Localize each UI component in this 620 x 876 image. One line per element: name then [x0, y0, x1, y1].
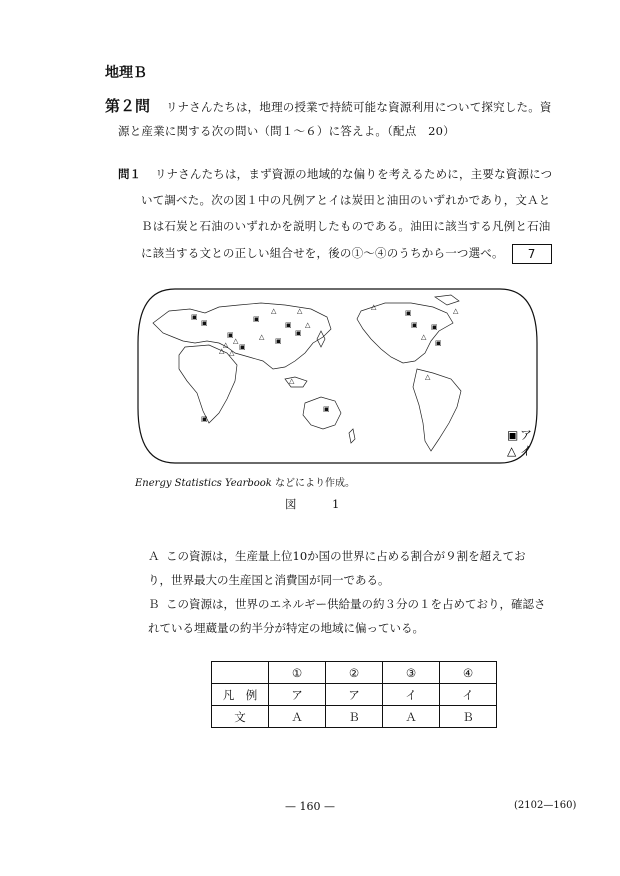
south-america-outline [413, 369, 461, 451]
statement-b-line1: この資源は，世界のエネルギー供給量の約３分の１を占めており，確認さ [166, 597, 546, 611]
q1-line-2: いて調べた。次の図１中の凡例アとイは炭田と油田のいずれかであり，文Ａと [141, 193, 551, 207]
figure-source-title: Energy Statistics Yearbook [135, 478, 272, 489]
legend-symbol-i: △ [507, 444, 517, 458]
figure-source [135, 474, 355, 489]
table-cell: Ｂ [326, 706, 383, 728]
marker-square: ▣ [435, 339, 442, 347]
q1-line-4 [141, 244, 552, 264]
marker-triangle: △ [259, 333, 265, 341]
legend-label-i: イ [520, 444, 533, 458]
table-header-row [212, 662, 497, 684]
marker-square: ▣ [201, 415, 208, 423]
marker-square: ▣ [253, 315, 260, 323]
marker-triangle: △ [233, 337, 239, 345]
world-map-figure [135, 283, 540, 468]
legend-symbol-a: ▣ [507, 428, 519, 442]
statement-a-line1: この資源は，生産量上位10か国の世界に占める割合が９割を超えてお [166, 549, 526, 563]
marker-square: ▣ [323, 405, 330, 413]
table-cell: Ａ [269, 706, 326, 728]
marker-triangle: △ [421, 333, 427, 341]
marker-square: ▣ [285, 321, 292, 329]
answer-number-box: 7 [512, 244, 552, 264]
answer-choice-table [211, 661, 497, 728]
map-frame [138, 289, 537, 463]
q1-line-3: Ｂは石炭と石油のいずれかを説明したものである。油田に該当する凡例と石油 [141, 219, 551, 233]
row-label-legend: 凡 例 [212, 684, 269, 706]
page-number: — 160 — [285, 800, 335, 813]
subject-title: 地理Ｂ [105, 65, 147, 81]
choice-3-header: ③ [383, 662, 440, 684]
statement-a-label: Ａ [148, 549, 160, 563]
legend-label-a: ア [520, 428, 533, 442]
new-zealand [349, 429, 355, 443]
table-cell: イ [440, 684, 497, 706]
marker-square: ▣ [227, 331, 234, 339]
marker-triangle: △ [371, 303, 377, 311]
figure-source-note: などにより作成。 [271, 478, 356, 489]
table-cell: Ａ [383, 706, 440, 728]
marker-triangle: △ [305, 321, 311, 329]
table-cell: イ [383, 684, 440, 706]
statement-b-line2: れている埋蔵量の約半分が特定の地域に偏っている。 [148, 621, 424, 635]
map-legend [507, 428, 532, 458]
marker-triangle: △ [453, 307, 459, 315]
marker-triangle: △ [219, 347, 225, 355]
question-intro-line2: 源と産業に関する次の問い（問１～６）に答えよ。（配点 20） [118, 124, 455, 138]
greenland-outline [435, 295, 459, 305]
marker-square: ▣ [191, 313, 198, 321]
statement-a-line2: り，世界最大の生産国と消費国が同一である。 [148, 573, 390, 587]
table-cell: ア [326, 684, 383, 706]
table-row-legend [212, 684, 497, 706]
marker-square: ▣ [431, 323, 438, 331]
marker-triangle: △ [229, 349, 235, 357]
marker-triangle: △ [271, 307, 277, 315]
marker-square: ▣ [275, 337, 282, 345]
marker-triangle: △ [297, 307, 303, 315]
exam-code: (2102—160) [514, 800, 577, 811]
marker-square: ▣ [411, 321, 418, 329]
marker-triangle: △ [223, 341, 229, 349]
figure-caption: 図 1 [285, 497, 352, 511]
q1-line-4-text: に該当する文との正しい組合せを，後の①～④のうちから一つ選べ。 [141, 246, 504, 260]
japan-islands [317, 331, 325, 347]
q1-line-1: リナさんたちは，まず資源の地域的な偏りを考えるために，主要な資源につ [155, 167, 553, 181]
marker-square: ▣ [405, 309, 412, 317]
marker-square: ▣ [239, 343, 246, 351]
australia-outline [303, 397, 341, 429]
eurasia-outline [153, 303, 331, 369]
marker-triangle: △ [289, 377, 295, 385]
choice-2-header: ② [326, 662, 383, 684]
statement-b-label: Ｂ [148, 597, 160, 611]
landmasses [153, 295, 461, 451]
choice-4-header: ④ [440, 662, 497, 684]
question-label: 第２問 [105, 97, 151, 115]
marker-square: ▣ [295, 329, 302, 337]
choice-1-header: ① [269, 662, 326, 684]
row-label-statement: 文 [212, 706, 269, 728]
table-row-statement [212, 706, 497, 728]
table-cell: Ｂ [440, 706, 497, 728]
marker-square: ▣ [201, 319, 208, 327]
q1-label: 問１ [118, 167, 141, 181]
question-intro-line1: リナさんたちは，地理の授業で持続可能な資源利用について探究した。資 [166, 100, 552, 114]
marker-triangle: △ [425, 373, 431, 381]
table-cell: ア [269, 684, 326, 706]
table-corner-cell [212, 662, 269, 684]
